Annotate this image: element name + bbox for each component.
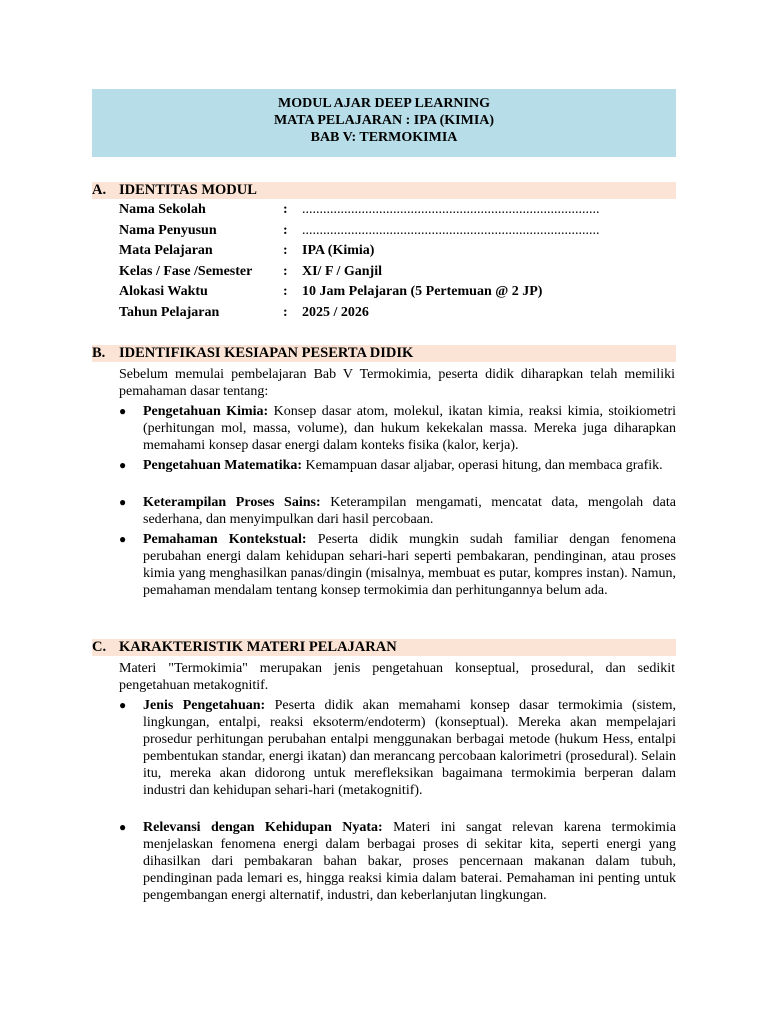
identity-value: IPA (Kimia) [302, 243, 375, 258]
section-c-heading [92, 639, 676, 656]
list-item-text [143, 531, 676, 599]
identity-value: ..................................................................................... [302, 223, 600, 238]
identity-label: Tahun Pelajaran [119, 305, 220, 320]
list-item-term: Jenis Pengetahuan: [143, 698, 266, 713]
list-item-body: Kemampuan dasar aljabar, operasi hitung, dan membaca grafik. [302, 458, 663, 473]
title-line-3: BAB V: TERMOKIMIA [310, 130, 458, 145]
identity-label: Mata Pelajaran [119, 243, 213, 258]
identity-colon: : [283, 223, 288, 238]
list-item-term: Keterampilan Proses Sains: [143, 495, 321, 510]
section-b-title: IDENTIFIKASI KESIAPAN PESERTA DIDIK [119, 345, 414, 361]
bullet-icon: ● [119, 404, 127, 418]
section-a-heading [92, 182, 676, 199]
list-item-body: Peserta didik akan memahami konsep dasar termokimia (sistem, lingkungan, entalpi, reaksi eksoterm/endoterm) (konseptual). Mereka akan mempelajari prosedur perhitungan perubahan entalpi menggunakan berbagai metode (hukum Hess, entalpi pembentukan standar, energi ikatan) dan merancang percobaan kalorimetri (prosedural). Selain itu, mereka akan didorong untuk merefleksikan bagaimana termokimia berperan dalam industri dan kehidupan sehari-hari (metakognitif). [143, 698, 676, 798]
list-item-body: Konsep dasar atom, molekul, ikatan kimia, reaksi kimia, stoikiometri (perhitungan mol, massa, volume), dan hukum kekekalan massa. Mereka juga diharapkan memahami konsep dasar energi dalam konteks fisika (kalor, kerja). [143, 404, 677, 453]
title-line-1: MODUL AJAR DEEP LEARNING [278, 96, 490, 111]
section-a-letter: A. [92, 182, 107, 198]
identity-value: 10 Jam Pelajaran (5 Pertemuan @ 2 JP) [302, 284, 543, 299]
identity-label: Alokasi Waktu [119, 284, 208, 299]
section-c-title: KARAKTERISTIK MATERI PELAJARAN [119, 639, 397, 655]
list-item-text [143, 697, 676, 799]
identity-colon: : [283, 284, 288, 299]
bullet-icon: ● [119, 532, 127, 546]
bullet-icon: ● [119, 495, 127, 509]
identity-value: ..................................................................................... [302, 202, 600, 217]
section-c-intro: Materi "Termokimia" merupakan jenis pengetahuan konseptual, prosedural, dan sedikit pengetahuan metakognitif. [119, 661, 675, 693]
bullet-icon: ● [119, 820, 127, 834]
section-b-intro: Sebelum memulai pembelajaran Bab V Termokimia, peserta didik diharapkan telah memiliki pemahaman dasar tentang: [119, 367, 675, 399]
list-item-text [143, 494, 676, 528]
identity-colon: : [283, 243, 288, 258]
identity-colon: : [283, 264, 288, 279]
list-item-term: Pemahaman Kontekstual: [143, 532, 307, 547]
section-b-letter: B. [92, 345, 106, 361]
list-item-term: Relevansi dengan Kehidupan Nyata: [143, 820, 383, 835]
identity-colon: : [283, 305, 288, 320]
section-b-heading [92, 345, 676, 362]
title-line-2: MATA PELAJARAN : IPA (KIMIA) [273, 113, 495, 128]
identity-label: Nama Penyusun [119, 223, 217, 238]
identity-value: XI/ F / Ganjil [302, 264, 382, 279]
title-box [92, 89, 676, 157]
section-a-title: IDENTITAS MODUL [119, 182, 257, 198]
identity-colon: : [283, 202, 288, 217]
list-item-body: Peserta didik mungkin sudah familiar dengan fenomena perubahan energi dalam kehidupan sehari-hari seperti pembakaran, pendinginan, atau proses kimia yang menghasilkan panas/dingin (misalnya, membuat es putar, kompres instan). Namun, pemahaman mendalam tentang konsep termokimia dan perhitungannya belum ada. [143, 532, 676, 598]
bullet-icon: ● [119, 698, 127, 712]
list-item-term: Pengetahuan Matematika: [143, 458, 303, 473]
section-c-letter: C. [92, 639, 107, 655]
identity-label: Nama Sekolah [119, 202, 206, 217]
list-item-body: Keterampilan mengamati, mencatat data, mengolah data sederhana, dan menyimpulkan dari hasil percobaan. [143, 495, 676, 527]
bullet-icon: ● [119, 458, 127, 472]
list-item-text [143, 403, 676, 454]
identity-value: 2025 / 2026 [302, 305, 369, 320]
identity-label: Kelas / Fase /Semester [119, 264, 253, 279]
list-item-text [143, 819, 676, 904]
list-item-text [143, 457, 676, 474]
list-item-body: Materi ini sangat relevan karena termokimia menjelaskan fenomena energi dalam berbagai proses di sekitar kita, seperti energi yang dihasilkan dari pembakaran bahan bakar, proses pencernaan makanan dalam tubuh, pendinginan pada lemari es, hingga reaksi kimia dalam baterai. Pemahaman ini penting untuk pengembangan energi alternatif, industri, dan keberlanjutan lingkungan. [143, 820, 676, 903]
list-item-term: Pengetahuan Kimia: [143, 404, 269, 419]
